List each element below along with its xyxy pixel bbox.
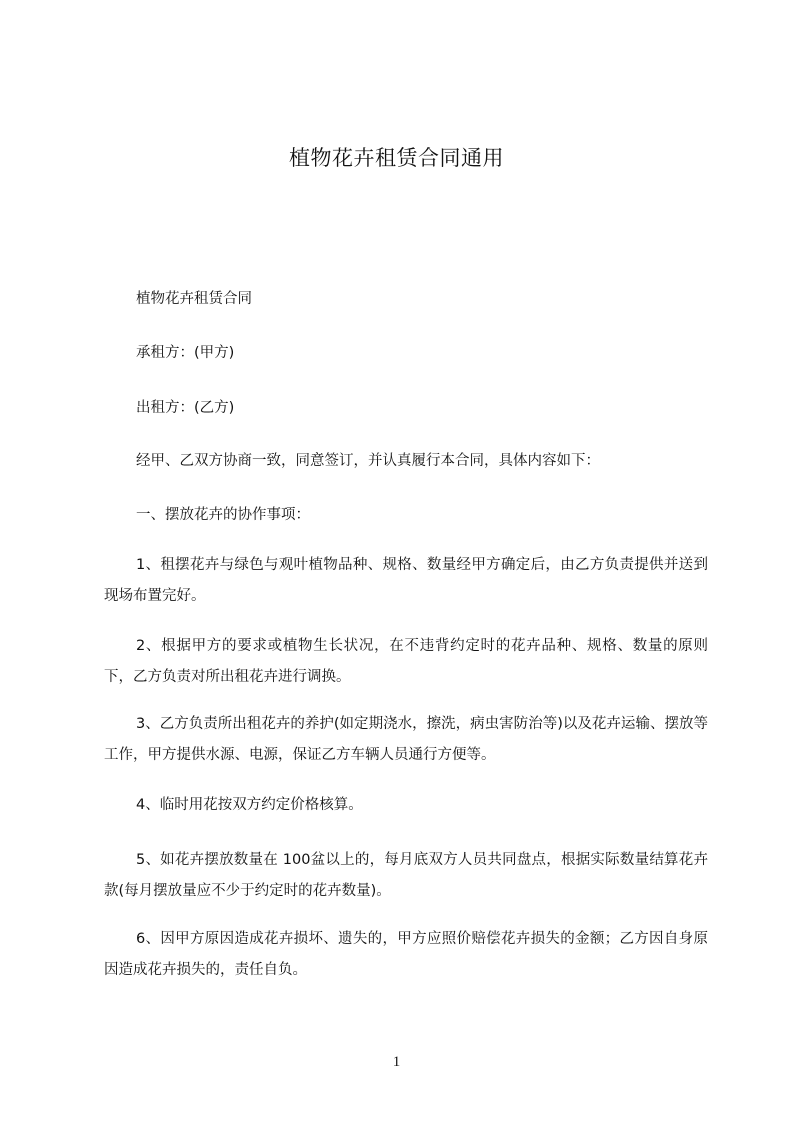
clause-2: 2、根据甲方的要求或植物生长状况，在不违背约定时的花卉品种、规格、数量的原则下，乙方负责对所出租花卉进行调换。 bbox=[104, 638, 708, 685]
clause-6: 6、因甲方原因造成花卉损坏、遗失的，甲方应照价赔偿花卉损失的金额；乙方因自身原因造成花卉损失的，责任自负。 bbox=[104, 931, 708, 978]
page-number: 1 bbox=[392, 1054, 401, 1070]
lessee-line: 承租方：(甲方) bbox=[136, 345, 235, 361]
clause-3: 3、乙方负责所出租花卉的养护(如定期浇水，擦洗，病虫害防治等)以及花卉运输、摆放等工作，甲方提供水源、电源，保证乙方车辆人员通行方便等。 bbox=[104, 716, 708, 763]
clause-4: 4、临时用花按双方约定价格核算。 bbox=[136, 797, 363, 813]
contract-name: 植物花卉租赁合同 bbox=[136, 291, 252, 307]
lessor-line: 出租方：(乙方) bbox=[136, 400, 235, 416]
section-heading: 一、摆放花卉的协作事项： bbox=[136, 507, 310, 523]
clause-5: 5、如花卉摆放数量在 100盆以上的，每月底双方人员共同盘点，根据实际数量结算花卉款(每月摆放量应不少于约定时的花卉数量)。 bbox=[104, 852, 708, 899]
preamble-paragraph: 经甲、乙双方协商一致，同意签订，并认真履行本合同，具体内容如下： bbox=[136, 453, 600, 469]
document-title: 植物花卉租赁合同通用 bbox=[289, 146, 504, 170]
clause-1: 1、租摆花卉与绿色与观叶植物品种、规格、数量经甲方确定后，由乙方负责提供并送到现场布置完好。 bbox=[104, 557, 708, 604]
